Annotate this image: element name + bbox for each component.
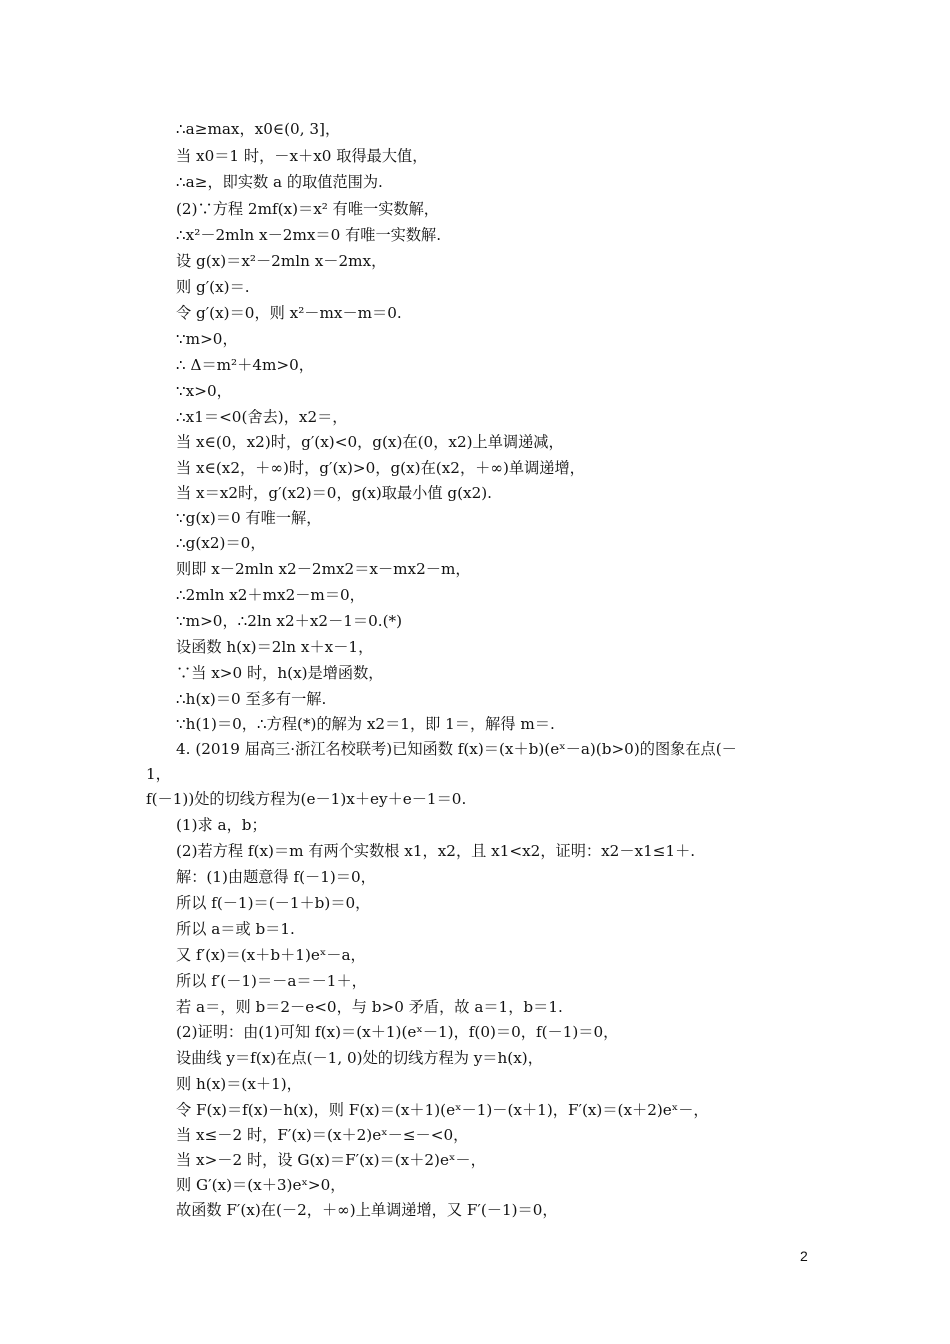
text-line: (2)∵方程 2mf(x)＝x² 有唯一实数解， <box>176 200 439 218</box>
text-line: 当 x＝x2时，g′(x2)＝0，g(x)取最小值 g(x2). <box>176 484 493 502</box>
text-line: ∴x1＝<0(舍去)，x2＝， <box>176 408 348 426</box>
text-line: 令 g′(x)＝0，则 x²－mx－m＝0. <box>176 304 402 322</box>
text-line: (2)证明：由(1)可知 f(x)＝(x＋1)(eˣ－1)，f(0)＝0，f(－1)＝0， <box>176 1023 619 1041</box>
page-number: 2 <box>800 1248 808 1264</box>
text-line: 解：(1)由题意得 f(－1)＝0， <box>176 868 376 886</box>
text-line: ∴ Δ＝m²＋4m>0， <box>176 356 314 374</box>
text-line: ∵x>0， <box>176 382 232 400</box>
text-line: ∴a≥，即实数 a 的取值范围为. <box>176 173 383 191</box>
text-line: 当 x∈(0，x2)时，g′(x)<0，g(x)在(0，x2)上单调递减， <box>176 433 564 451</box>
text-line: ∵m>0，∴2ln x2＋x2－1＝0.(*) <box>176 612 403 630</box>
text-line: 当 x>－2 时，设 G(x)＝F′(x)＝(x＋2)eˣ－， <box>176 1151 486 1169</box>
text-line: (2)若方程 f(x)＝m 有两个实数根 x1，x2，且 x1<x2，证明：x2－x1≤1＋. <box>176 842 696 860</box>
text-line: 当 x0＝1 时，－x＋x0 取得最大值， <box>176 147 428 165</box>
text-line: 设曲线 y＝f(x)在点(－1, 0)处的切线方程为 y＝h(x)， <box>176 1049 543 1067</box>
text-line: ∵m>0， <box>176 330 238 348</box>
text-line: 设函数 h(x)＝2ln x＋x－1， <box>176 638 374 656</box>
text-line: ∵当 x>0 时，h(x)是增函数， <box>176 664 384 682</box>
text-line: 当 x∈(x2，＋∞)时，g′(x)>0，g(x)在(x2，＋∞)单调递增， <box>176 459 585 477</box>
text-line: ∴a≥max，x0∈(0, 3]， <box>176 120 341 138</box>
text-line: 设 g(x)＝x²－2mln x－2mx， <box>176 252 387 270</box>
text-line: 令 F(x)＝f(x)－h(x)，则 F(x)＝(x＋1)(eˣ－1)－(x＋1)，F′(x)＝(x＋2)eˣ－， <box>176 1101 709 1119</box>
text-line: 则 g′(x)＝. <box>176 278 250 296</box>
text-line: ∴2mln x2＋mx2－m＝0， <box>176 586 365 604</box>
text-line: ∴g(x2)＝0， <box>176 534 266 552</box>
text-line: 若 a＝，则 b＝2－e<0，与 b>0 矛盾，故 a＝1，b＝1. <box>176 998 563 1016</box>
text-line: 则 h(x)＝(x＋1)， <box>176 1075 302 1093</box>
text-line: 1， <box>146 765 171 783</box>
text-line: 则即 x－2mln x2－2mx2＝x－mx2－m， <box>176 560 471 578</box>
text-line: ∵g(x)＝0 有唯一解， <box>176 509 322 527</box>
text-line: 则 G′(x)＝(x＋3)eˣ>0， <box>176 1176 346 1194</box>
text-line: 所以 a＝或 b＝1. <box>176 920 295 938</box>
text-line: 所以 f′(－1)＝－a＝－1＋， <box>176 972 367 990</box>
text-line: 所以 f(－1)＝(－1＋b)＝0， <box>176 894 371 912</box>
text-line: ∵h(1)＝0，∴方程(*)的解为 x2＝1，即 1＝，解得 m＝. <box>176 715 555 733</box>
text-line: ∴h(x)＝0 至多有一解. <box>176 690 327 708</box>
text-line: ∴x²－2mln x－2mx＝0 有唯一实数解. <box>176 226 442 244</box>
text-line: 故函数 F′(x)在(－2，＋∞)上单调递增，又 F′(－1)＝0， <box>176 1201 558 1219</box>
text-line: f(－1))处的切线方程为(e－1)x＋ey＋e－1＝0. <box>146 790 467 808</box>
text-line: (1)求 a，b； <box>176 816 267 834</box>
text-line: 当 x≤－2 时，F′(x)＝(x＋2)eˣ－≤－<0， <box>176 1126 469 1144</box>
problem-statement: 4. (2019 届高三·浙江名校联考)已知函数 f(x)＝(x＋b)(eˣ－a)(b>0)的图象在点(－ <box>176 740 737 758</box>
text-line: 又 f′(x)＝(x＋b＋1)eˣ－a， <box>176 946 366 964</box>
